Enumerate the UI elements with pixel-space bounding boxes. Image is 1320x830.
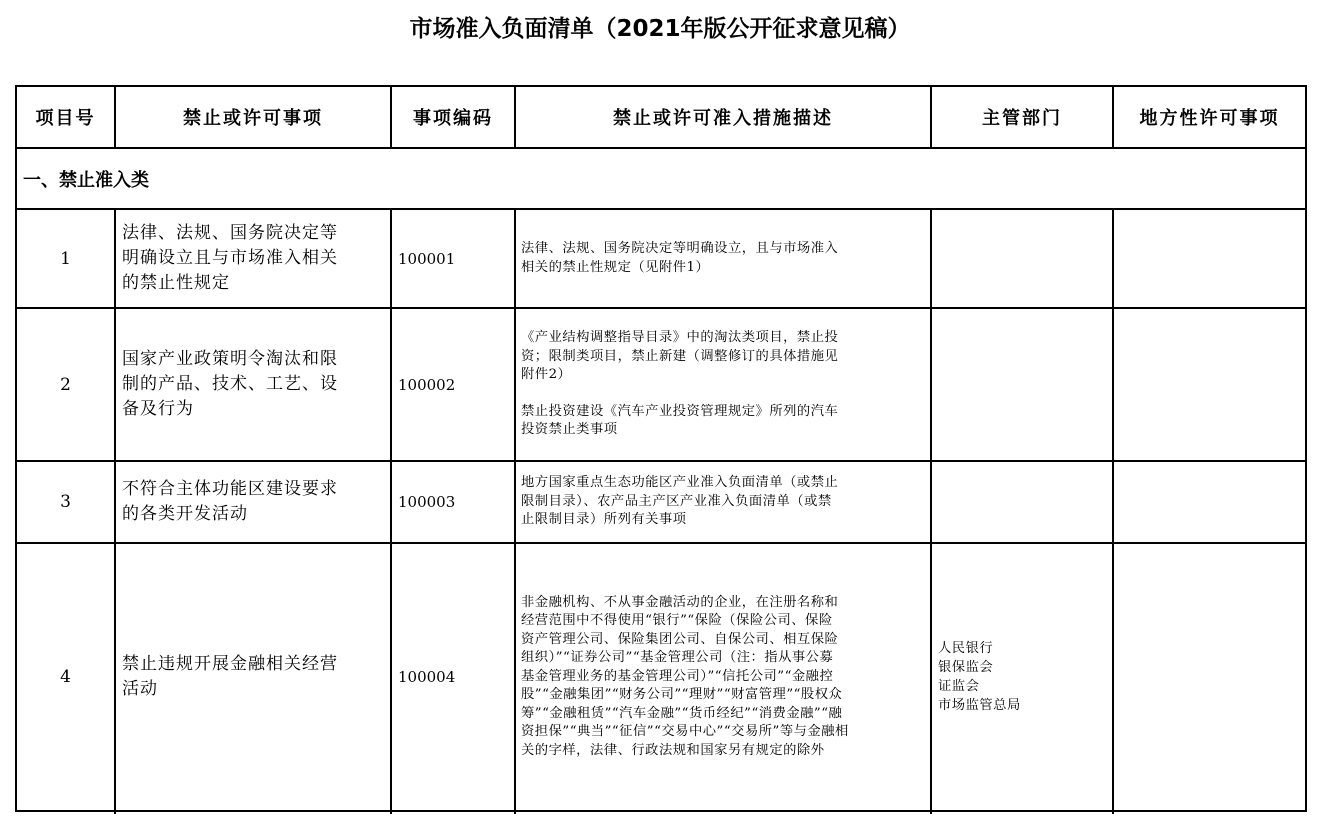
negative-list-table xyxy=(15,85,1307,812)
desc-line: 投资禁止类事项 xyxy=(521,422,618,438)
header-measures: 禁止或许可准入措施描述 xyxy=(613,108,833,129)
header-department: 主管部门 xyxy=(982,108,1062,129)
row-3-no: 3 xyxy=(60,492,71,512)
header-item-no: 项目号 xyxy=(35,108,96,129)
item-line: 的禁止性规定 xyxy=(122,273,230,293)
desc-line: 经营范围中不得使用“银行”“保险（保险公司、保险 xyxy=(521,613,833,629)
row-1-local xyxy=(1114,210,1305,307)
desc-line: 禁止投资建设《汽车产业投资管理规定》所列的汽车 xyxy=(521,403,839,419)
row-1-code: 100001 xyxy=(398,249,456,268)
item-line: 活动 xyxy=(122,679,158,699)
row-2-no: 2 xyxy=(60,374,71,395)
header-code: 事项编码 xyxy=(413,108,493,129)
desc-line: 非金融机构、不从事金融活动的企业，在注册名称和 xyxy=(521,594,839,610)
row-4-item xyxy=(116,544,390,810)
row-4-code: 100004 xyxy=(398,668,456,686)
row-1-measures xyxy=(516,210,930,307)
item-line: 法律、法规、国务院决定等 xyxy=(122,223,338,243)
desc-line: 组织）”“证券公司”“基金管理公司（注：指从事公募 xyxy=(521,650,834,666)
item-line: 明确设立且与市场准入相关 xyxy=(122,248,338,268)
desc-line: 限制目录）、农产品主产区产业准入负面清单（或禁 xyxy=(521,493,832,509)
row-2-code: 100002 xyxy=(398,375,456,394)
item-line: 不符合主体功能区建设要求 xyxy=(122,479,338,499)
row-3-measures xyxy=(516,462,930,542)
document-title: 市场准入负面清单（2021年版公开征求意见稿） xyxy=(409,16,911,42)
desc-line: 资产管理公司、保险集团公司、自保公司、相互保险 xyxy=(521,631,839,647)
header-item: 禁止或许可事项 xyxy=(183,108,323,129)
row-4-department xyxy=(932,544,1112,810)
item-line: 禁止违规开展金融相关经营 xyxy=(122,654,338,674)
department-line: 人民银行 xyxy=(938,641,994,656)
desc-line: 地方国家重点生态功能区产业准入负面清单（或禁止 xyxy=(521,475,839,491)
row-4-local xyxy=(1114,544,1305,810)
row-1-department xyxy=(932,210,1112,307)
row-3-department xyxy=(932,462,1112,542)
desc-line: 资；限制类项目，禁止新建（调整修订的具体措施见 xyxy=(521,348,839,364)
department-line: 市场监管总局 xyxy=(938,698,1021,713)
section-title: 一、禁止准入类 xyxy=(23,169,149,191)
item-line: 的各类开发活动 xyxy=(122,504,248,524)
item-line: 备及行为 xyxy=(122,399,194,419)
item-line: 制的产品、技术、工艺、设 xyxy=(122,374,338,394)
row-4-no: 4 xyxy=(60,667,71,687)
row-2-department xyxy=(932,309,1112,460)
header-local: 地方性许可事项 xyxy=(1139,108,1280,129)
department-line: 证监会 xyxy=(938,679,980,694)
row-2-local xyxy=(1114,309,1305,460)
department-line: 银保监会 xyxy=(938,660,994,675)
item-line: 国家产业政策明令淘汰和限 xyxy=(122,349,338,369)
desc-line: 止限制目录）所列有关事项 xyxy=(521,512,687,528)
desc-line: 相关的禁止性规定（见附件1） xyxy=(521,259,710,275)
row-2-item xyxy=(116,309,390,460)
row-4-measures xyxy=(516,544,930,810)
desc-line: 法律、法规、国务院决定等明确设立，且与市场准入 xyxy=(521,241,839,256)
desc-line: 《产业结构调整指导目录》中的淘汰类项目，禁止投 xyxy=(521,330,839,346)
row-3-code: 100003 xyxy=(398,493,456,511)
desc-line: 筹”“金融租赁”“汽车金融”“货币经纪”“消费金融”“融 xyxy=(521,705,843,721)
row-3-local xyxy=(1114,462,1305,542)
desc-line: 股”“金融集团”“财务公司”“理财”“财富管理”“股权众 xyxy=(521,687,843,703)
desc-line: 附件2） xyxy=(521,367,572,383)
desc-line: 关的字样，法律、行政法规和国家另有规定的除外 xyxy=(521,742,825,758)
row-3-item xyxy=(116,462,390,542)
row-1-no: 1 xyxy=(60,248,71,269)
paragraph-gap xyxy=(521,385,926,403)
row-2-measures xyxy=(516,309,930,460)
desc-line: 资担保”“典当”“征信”“交易中心”“交易所”等与金融相 xyxy=(521,724,849,740)
desc-line: 基金管理业务的基金管理公司）”“信托公司”“金融控 xyxy=(521,668,834,684)
row-1-item xyxy=(116,210,390,307)
